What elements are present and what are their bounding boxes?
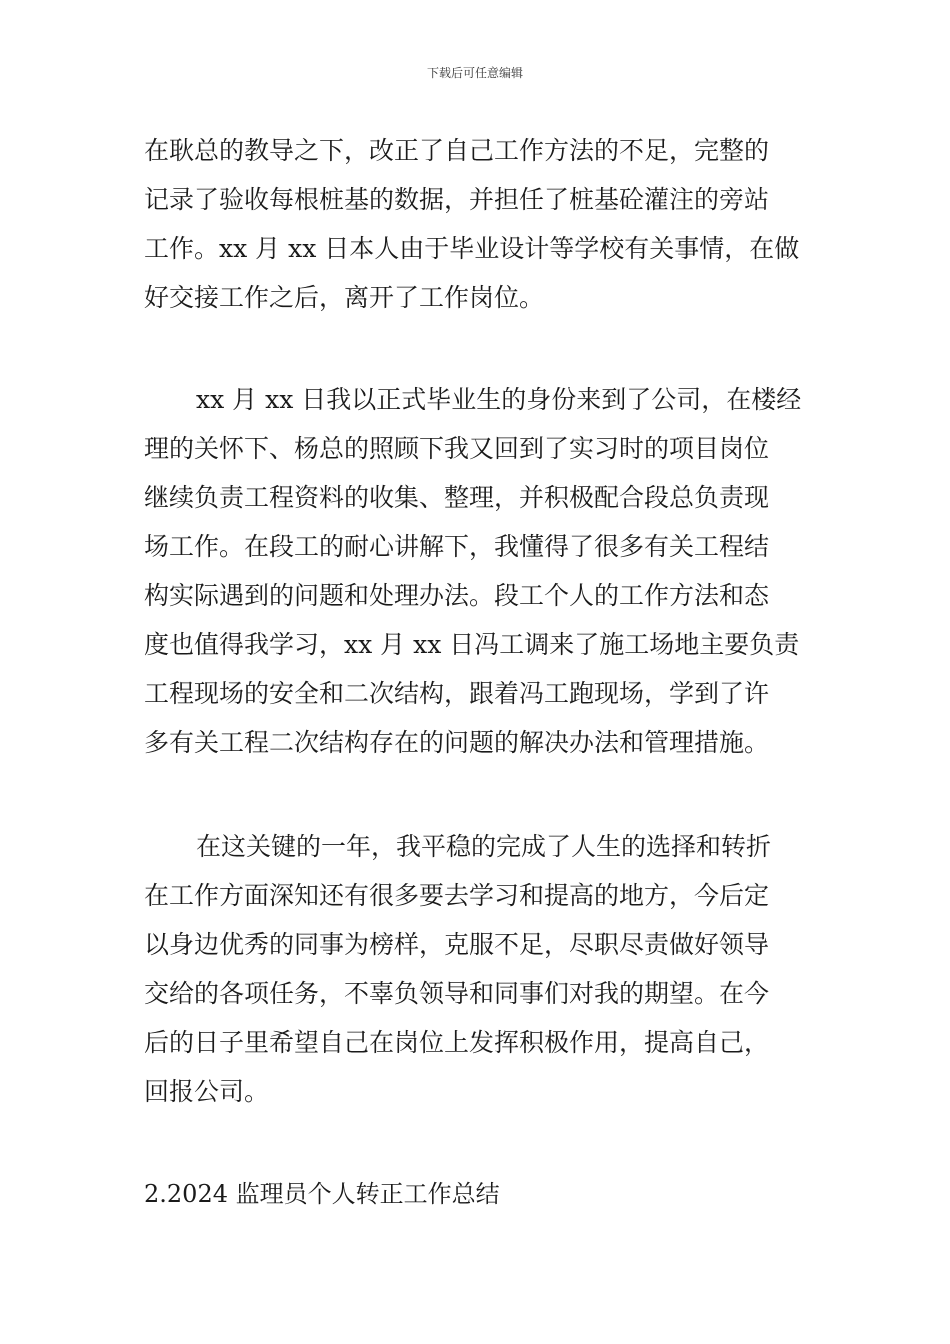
paragraph-line: 好交接工作之后，离开了工作岗位。 bbox=[144, 283, 545, 312]
paragraph-line: 回报公司。 bbox=[144, 1077, 270, 1106]
page-header: 下载后可任意编辑 bbox=[426, 66, 523, 80]
paragraph-line: 在耿总的教导之下，改正了自己工作方法的不足，完整的 bbox=[144, 136, 770, 165]
paragraph-line: 在工作方面深知还有很多要去学习和提高的地方，今后定 bbox=[144, 881, 770, 910]
paragraph-line: xx 月 xx 日我以正式毕业生的身份来到了公司，在楼经 bbox=[196, 385, 802, 414]
paragraph-line: 以身边优秀的同事为榜样，克服不足，尽职尽责做好领导 bbox=[144, 930, 770, 959]
paragraph-3 bbox=[144, 822, 806, 1116]
paragraph-line: 在这关键的一年，我平稳的完成了人生的选择和转折 bbox=[196, 832, 772, 861]
section-heading: 2.2024 监理员个人转正工作总结 bbox=[144, 1180, 500, 1208]
paragraph-line: 构实际遇到的问题和处理办法。段工个人的工作方法和态 bbox=[144, 581, 770, 610]
paragraph-line: 记录了验收每根桩基的数据，并担任了桩基砼灌注的旁站 bbox=[144, 185, 770, 214]
paragraph-line: 工程现场的安全和二次结构，跟着冯工跑现场，学到了许 bbox=[144, 679, 770, 708]
paragraph-line: 继续负责工程资料的收集、整理，并积极配合段总负责现 bbox=[144, 483, 770, 512]
paragraph-line: 多有关工程二次结构存在的问题的解决办法和管理措施。 bbox=[144, 728, 770, 757]
paragraph-line: 后的日子里希望自己在岗位上发挥积极作用，提高自己， bbox=[144, 1028, 770, 1057]
paragraph-2 bbox=[144, 375, 806, 767]
paragraph-line: 场工作。在段工的耐心讲解下，我懂得了很多有关工程结 bbox=[144, 532, 770, 561]
paragraph-line: 度也值得我学习，xx 月 xx 日冯工调来了施工场地主要负责 bbox=[144, 630, 800, 659]
paragraph-line: 交给的各项任务，不辜负领导和同事们对我的期望。在今 bbox=[144, 979, 770, 1008]
paragraph-1 bbox=[144, 126, 806, 322]
paragraph-line: 理的关怀下、杨总的照顾下我又回到了实习时的项目岗位 bbox=[144, 434, 770, 463]
paragraph-line: 工作。xx 月 xx 日本人由于毕业设计等学校有关事情，在做 bbox=[144, 234, 800, 263]
